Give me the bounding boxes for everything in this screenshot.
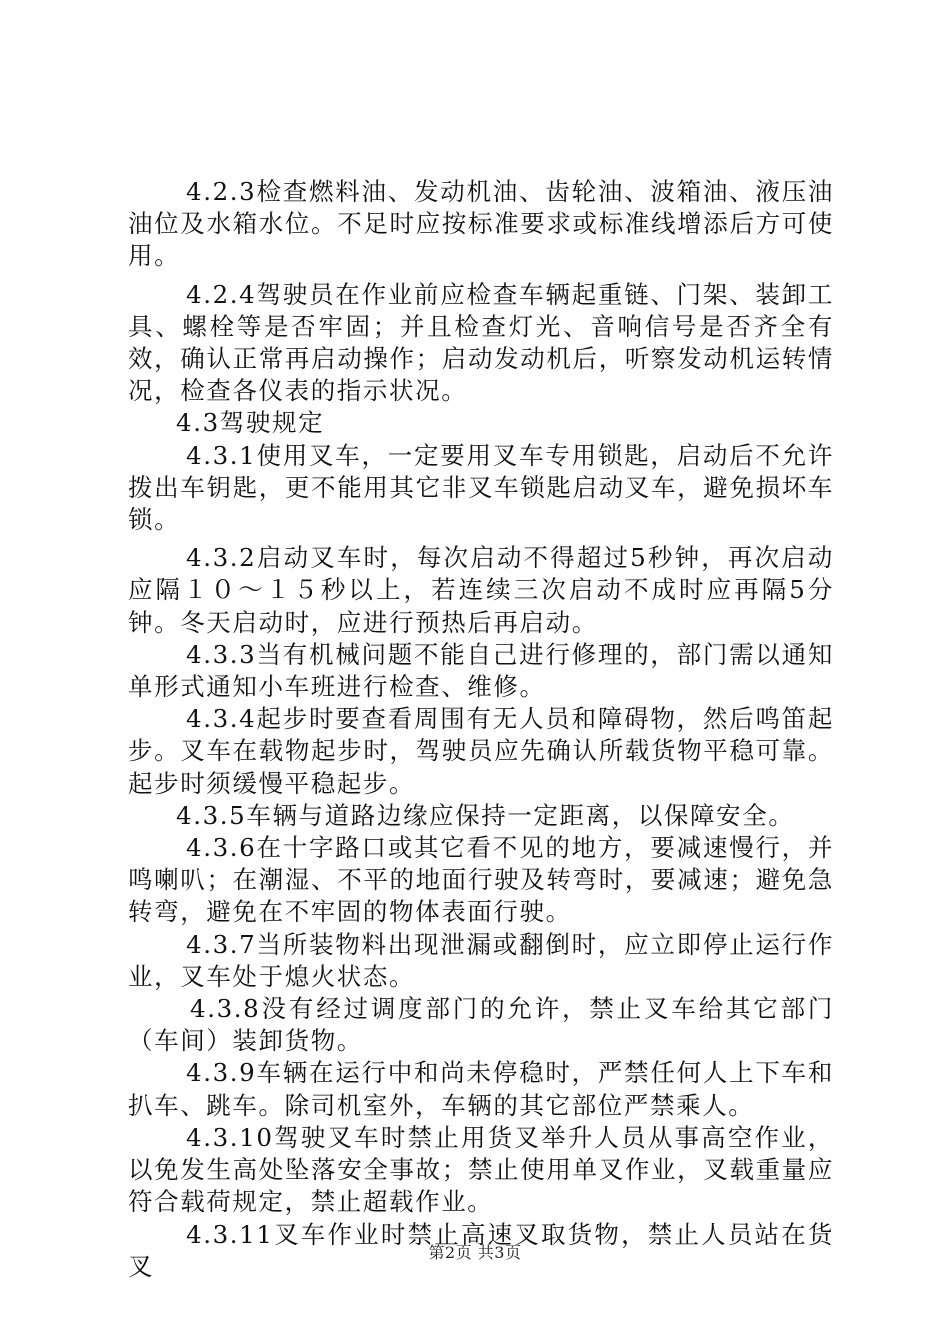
paragraph-4-2-3: 4.2.3检查燃料油、发动机油、齿轮油、波箱油、液压油油位及水箱水位。不足时应按标准要求或标准线增添后方可使用。 (128, 177, 834, 271)
document-body (128, 176, 834, 1283)
page-number-footer: 第2页 共3页 (428, 1243, 522, 1262)
paragraph-4-3-2: 4.3.2启动叉车时，每次启动不得超过5秒钟，再次启动应隔１０～１５秒以上，若连续三次启动不成时应再隔5分钟。冬天启动时，应进行预热后再启动。 (128, 543, 834, 637)
paragraph-4-3-8: 4.3.8没有经过调度部门的允许，禁止叉车给其它部门（车间）装卸货物。 (128, 994, 834, 1056)
paragraph-4-2-4: 4.2.4驾驶员在作业前应检查车辆起重链、门架、装卸工具、螺栓等是否牢固；并且检查灯光、音响信号是否齐全有效，确认正常再启动操作；启动发动机后，听察发动机运转情况，检查各仪表的指示状况。 (128, 279, 834, 406)
section-heading-4-3: 4.3驾驶规定 (176, 408, 325, 438)
paragraph-4-3-3: 4.3.3当有机械问题不能自己进行修理的，部门需以通知单形式通知小车班进行检查、维修。 (128, 639, 834, 702)
paragraph-4-3-10: 4.3.10驾驶叉车时禁止用货叉举升人员从事高空作业，以免发生高处坠落安全事故；禁止使用单叉作业，叉载重量应符合载荷规定，禁止超载作业。 (128, 1122, 834, 1217)
paragraph-4-3-5: 4.3.5车辆与道路边缘应保持一定距离，以保障安全。 (176, 800, 795, 830)
paragraph-4-3-7: 4.3.7当所装物料出现泄漏或翻倒时，应立即停止运行作业，叉车处于熄火状态。 (128, 929, 834, 991)
paragraph-4-3-11: 4.3.11叉车作业时禁止高速叉取货物，禁止人员站在货叉 (128, 1219, 834, 1281)
paragraph-4-3-9: 4.3.9车辆在运行中和尚未停稳时，严禁任何人上下车和扒车、跳车。除司机室外，车辆的其它部位严禁乘人。 (128, 1058, 834, 1120)
paragraph-4-3-6: 4.3.6在十字路口或其它看不见的地方，要减速慢行，并鸣喇叭；在潮湿、不平的地面行驶及转弯时，要减速；避免急转弯，避免在不牢固的物体表面行驶。 (128, 833, 834, 927)
paragraph-4-3-1: 4.3.1使用叉车，一定要用叉车专用锁匙，启动后不允许拨出车钥匙，更不能用其它非叉车锁匙启动叉车，避免损坏车锁。 (128, 440, 834, 535)
paragraph-4-3-4: 4.3.4起步时要查看周围有无人员和障碍物，然后鸣笛起步。叉车在载物起步时，驾驶员应先确认所载货物平稳可靠。起步时须缓慢平稳起步。 (128, 704, 834, 798)
